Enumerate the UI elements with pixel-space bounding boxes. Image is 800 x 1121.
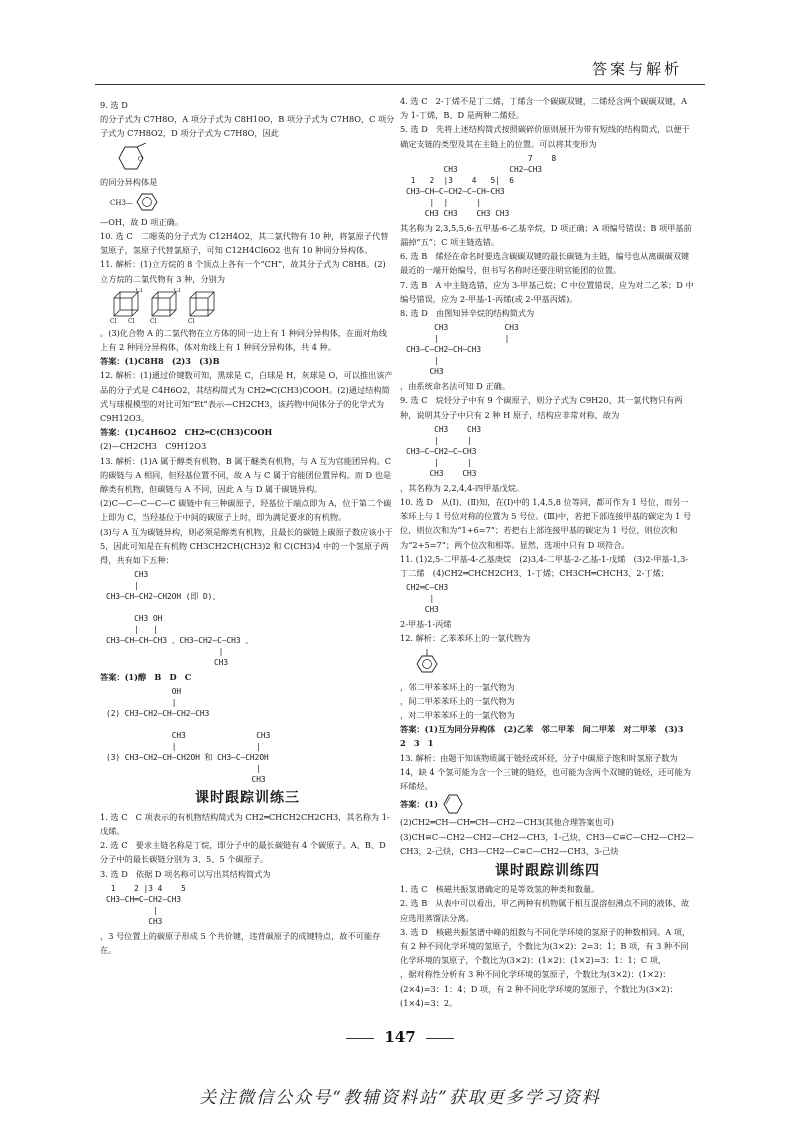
q13-text-c: (3)与 A 互为碳链异构，则必须是醇类有机物，且最长的碳链上碳原子数应该小于 5，因此可知是在有机物 CH3CH2CH(CH3)2 和 C(CH3)4 中的一个氢原子两得，共有如下五种： xyxy=(100,526,393,566)
footer-promo-text: 关注微信公众号“教辅资料站”获取更多学习资料 xyxy=(199,1088,601,1108)
s4-q3-text: 3. 选 D 核磁共振氢谱中峰的组数与不同化学环境的氢原子的种数相同。A 项，有 2 种不同化学环境的氢原子，个数比为(3×2)：2=3：1；B 项，有 3 种不同化学环境的氢原子，个数比为(3×2)：(1×2)：(1×2)=3：1：1；C 项， xyxy=(400,926,691,966)
s3-q4-text: 4. 选 C 2-丁烯不是丁二烯，丁烯含一个碳碳双键，二烯烃含两个碳碳双键，A 为 1-丁烯，B、D 是两种二烯烃。 xyxy=(400,96,687,121)
svg-text:Cl: Cl xyxy=(188,317,195,324)
s4-q2-text: 2. 选 B 从表中可以看出，甲乙两种有机物属于相互混溶但沸点不同的液体，故应选用蒸馏法分离。 xyxy=(400,898,690,923)
s3-q2-text: 2. 选 C 要求主链名称是丁烷，即分子中的最长碳链有 4 个碳原子。A、B、D 分子中的最长碳链分别为 3、5、5 个碳原子。 xyxy=(100,840,386,865)
q13-isomer-formulas: CH3 | CH3—CH—CH2—CH2OH (即 D)、 CH3 OH | | CH3—CH—CH—CH3 、CH3—CH2—C—CH3 、 | CH3 xyxy=(106,570,254,668)
right-column xyxy=(400,94,695,1010)
cresol-structure-figure xyxy=(110,191,200,213)
s3-q13-answer: 答案：(1) xyxy=(400,799,439,810)
cyclohexene-icon xyxy=(442,793,464,815)
q9-text-b: 的分子式为 C7H8O，A 项分子式为 C8H10O，B 项分子式为 C7H8O，C 项分子式为 C7H8O2，D 项分子式为 C7H8O，因此 xyxy=(100,114,395,139)
q13-text-a: 13. 解析：(1)A 属于醇类有机物，B 属于醚类有机物，与 A 互为官能团异构。C 的碳链与 A 相同，但羟基位置不同，故 A 与 C 属于官能团位置异构。而 D 也是醇类有机物，但碳链与 A 不同，因此 A 与 D 属于碳链异构。 xyxy=(100,455,392,495)
svg-text:Cl: Cl xyxy=(150,317,157,324)
s3-q11-text: 11. (1)2,5-二甲基-4-乙基庚烷 (2)3,4-二甲基-2-乙基-1-戊烯 (3)2-甲基-1,3-丁二烯 (4)CH2═CHCH2CH3、1-丁烯；CH3CH═CHCH3、2-丁烯； xyxy=(400,553,689,579)
page-number-dash-right xyxy=(426,1038,454,1039)
svg-text:Cl: Cl xyxy=(110,317,117,324)
s3-q1-text: 1. 选 C C 项表示的有机物结构简式为 CH2═CHCH2CH2CH3，其名称为 1-戊烯。 xyxy=(100,811,390,836)
s3-q9-formula: CH3 CH3 | | CH3—C—CH2—C—CH3 | | CH3 CH3 xyxy=(406,424,482,478)
q9-label: 9. 选 D xyxy=(100,100,128,110)
s3-q12-text-b: ，邻二甲苯苯环上的一氯代物为 xyxy=(400,681,515,692)
s3-q12-answer: 答案：(1)互为同分异构体 (2)乙苯 邻二甲苯 间二甲苯 对二甲苯 (3)3 2 3 1 xyxy=(400,724,692,749)
header-title: 答案与解析 xyxy=(591,60,682,78)
svg-text:CH3—: CH3— xyxy=(110,198,133,207)
q13-text-b: (2)C—C—C—C—C 碳链中有三种碳原子，羟基位于端点即为 A，位于第二个碳上即为 C，当羟基位于中间的碳原子上时，即为满足要求的有机物。 xyxy=(100,498,392,523)
left-column xyxy=(100,98,395,957)
q12-text: 12. 解析：(1)通过价键数可知，黑球是 C，白球是 H，灰球是 O，可以推出该产品的分子式是 C4H6O2，其结构简式为 CH2═C(CH3)COOH。(2)通过结构简式与球棍模型的对比可知“Et”表示—CH2CH3，该药物中间体分子的化学式为 C9H12O3。 xyxy=(100,370,393,424)
s3-q11-formula: CH2═C—CH3 | CH3 xyxy=(406,583,449,615)
svg-text:Cl: Cl xyxy=(174,287,181,294)
s3-q7-text: 7. 选 B A 中主链选错，应为 3-甲基己烷；C 中位置错误，应为对二乙苯；D 中编号错误，应为 2-甲基-1-丙烯(或 2-甲基丙烯)。 xyxy=(400,279,694,304)
s3-q3-text: 3. 选 D 依据 D 项名称可以写出其结构简式为 xyxy=(100,868,271,879)
s3-q8-text: 8. 选 D 由图知异辛烷的结构简式为 xyxy=(400,308,535,319)
pyran-structure-figure xyxy=(110,143,160,173)
page-number-dash-left xyxy=(346,1038,374,1039)
section-title-4: 课时跟踪训练四 xyxy=(495,862,600,879)
q9-row1 xyxy=(100,98,395,112)
s3-q3-formula: 1 2 |3 4 5 CH3—CH═C—CH2—CH3 | CH3 xyxy=(106,883,186,926)
s3-q12-text-d: ，对二甲苯苯环上的一氯代物为 xyxy=(400,710,515,721)
s3-q9-text-b: ，其名称为 2,2,4,4-四甲基戊烷。 xyxy=(400,482,525,493)
s3-q3-text-b: ，3 号位置上的碳原子形成 5 个共价键，违背碳原子的成键特点，故不可能存在。 xyxy=(100,930,381,955)
q11-answer: 答案：(1)C8H8 (2)3 (3)B xyxy=(100,356,220,367)
s3-q12-text-a: 12. 解析：乙苯苯环上的一氯代物为 xyxy=(400,633,531,644)
s4-q1-text: 1. 选 C 核磁共振氢谱确定的是等效氢的种类和数量。 xyxy=(400,884,600,895)
svg-text:Cl: Cl xyxy=(128,317,135,324)
s3-q8-formula: CH3 CH3 | | CH3—C—CH2—CH—CH3 | CH3 xyxy=(406,323,519,377)
s3-q5-text: 5. 选 D 先将上述结构简式按照碳碎价原则展开为带有短线的结构简式，以便于确定支链的类型及其在主链上的位置。可以将其变形为 xyxy=(400,124,690,149)
cube-dichloride-figures xyxy=(110,288,220,324)
s3-q12-text-c: ，间二甲苯苯环上的一氯代物为 xyxy=(400,695,515,706)
section-title-3: 课时跟踪训练三 xyxy=(195,790,300,807)
s3-q10-text: 10. 选 D 从(Ⅰ)、(Ⅱ)知，在(Ⅰ)中的 1,4,5,8 位等同，都可作为 1 号位，而另一苯环上与 1 号位对称的位置为 5 号位。(Ⅲ)中，若把下部连接甲基的碳定为 1 号位，则位次和为“1+6=7”；若把右上部连接甲基的碳定为 1 号位，则位次和为“2+5=7”；两个位次和相等。显然，选项中只有 D 项符合。 xyxy=(400,497,692,550)
s3-q13-answer-3: (3)CH≡C—CH2—CH2—CH2—CH3，1-己炔，CH3—C≡C—CH2—CH2—CH3，2-己炔，CH3—CH2—C≡C—CH2—CH3，3-己炔 xyxy=(400,831,695,856)
q12-answer-2: (2)—CH2CH3 C9H12O3 xyxy=(100,441,207,452)
page-number-value: 147 xyxy=(384,1028,416,1046)
page-number xyxy=(0,1028,800,1046)
header-divider xyxy=(95,84,705,85)
s3-q8-text-b: ，由系统命名法可知 D 正确。 xyxy=(400,381,511,392)
q10-text: 10. 选 C 二噁英的分子式为 C12H4O2，其二氯代物有 10 种，将氯原子代替氢原子，氢原子代替氯原子，可知 C12H4Cl6O2 也有 10 种同分异构体。 xyxy=(100,231,389,256)
q13-answer: 答案：(1)醇 B D C xyxy=(100,672,192,683)
s3-q13-answer-row xyxy=(400,793,695,815)
svg-text:O: O xyxy=(138,155,143,163)
s3-q5-formula: 7 8 CH3 CH2—CH3 1 2 |3 4 5| 6 CH3—CH—C—CH2—C—CH—CH3 | | | CH3 CH3 CH3 CH3 xyxy=(406,153,557,218)
q13-answer-formulas: OH | (2) CH3—CH2—CH—CH2—CH3 CH3 CH3 | | (3) CH3—CH2—CH—CH2OH 和 CH3—C—CH2OH | CH3 xyxy=(106,687,271,785)
s3-q9-text: 9. 选 C 烷烃分子中有 9 个碳原子，则分子式为 C9H20，其一氯代物只有两种，说明其分子中只有 2 种 H 原子，结构应非常对称，故为 xyxy=(400,395,683,420)
q9-text-c: 的同分异构体是 xyxy=(100,176,158,187)
s3-q13-answer-2: (2)CH2═CH—CH═CH—CH2—CH3(其他合理答案也可) xyxy=(400,817,614,828)
q12-answer-1: 答案：(1)C4H6O2 CH2═C(CH3)COOH xyxy=(100,427,273,438)
q11-text-a: 11. 解析：(1)立方烷的 8 个顶点上各有一个“CH”，故其分子式为 C8H8。(2) 立方烷的二氯代物有 3 种，分别为 xyxy=(100,259,386,284)
svg-text:Cl: Cl xyxy=(136,287,143,294)
q9-text-d: —OH，故 D 项正确。 xyxy=(100,216,183,227)
s4-q3-text-b: ，据对称性分析有 3 种不同化学环境的氢原子，个数比为(3×2)：(1×2)：(2×4)=3：1：4；D 项，有 2 种不同化学环境的氢原子，个数比为(3×2)：(1×4)=3：2。 xyxy=(400,969,678,1008)
s3-q11-text-b: 2-甲基-1-丙烯 xyxy=(400,619,452,630)
s3-q13-text: 13. 解析：由题干知该物质属于链烃或环烃，分子中碳原子饱和时氢原子数为 14，缺 4 个氢可能为含一个三键的链烃，也可能为含两个双键的链烃，还可能为环烯烃。 xyxy=(400,752,692,792)
q11-text-b: 。(3)化合物 A 的二氯代物在立方体的同一边上有 1 种同分异构体，在面对角线上有 2 种同分异构体，体对角线上有 1 种同分异构体，共 4 种。 xyxy=(100,327,387,353)
s3-q5-text-b: 其名称为 2,3,5,5,6-五甲基-6-乙基辛烷，D 项正确；A 项编号错误；B 项甲基前漏掉“五”；C 项主链选错。 xyxy=(400,222,692,248)
s3-q6-text: 6. 选 B 烯烃在命名时要选含碳碳双键的最长碳链为主链，编号也从离碳碳双键最近的一端开始编号，但书写名称时还要注明官能团的位置。 xyxy=(400,251,690,276)
ethylbenzene-chloride-figure xyxy=(410,648,450,678)
